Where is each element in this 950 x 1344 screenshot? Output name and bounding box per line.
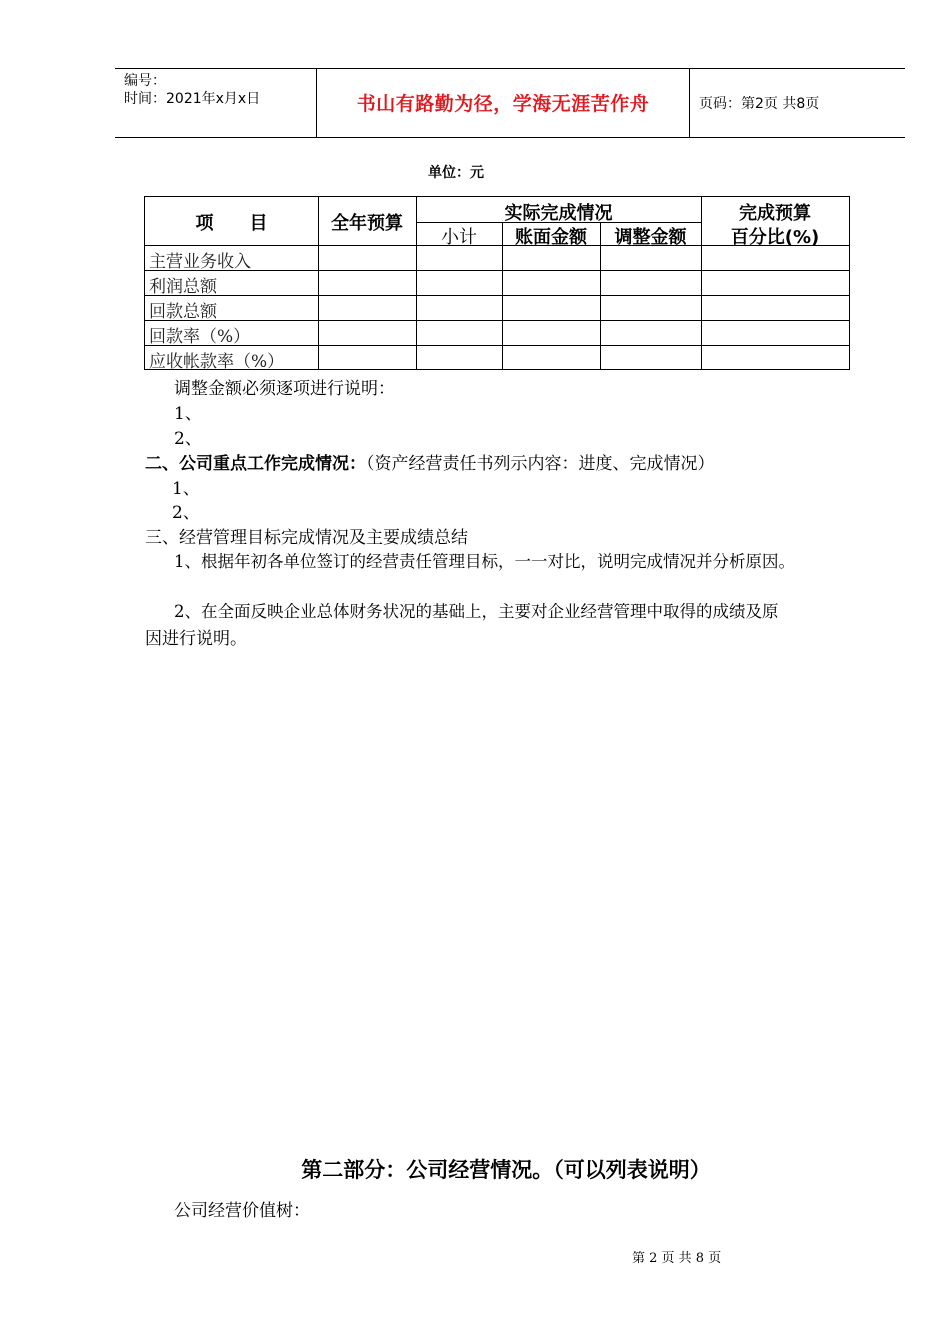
section2-heading-row — [145, 449, 715, 474]
value-tree-label: 公司经营价值树： — [174, 1201, 310, 1221]
col-header-adjust: 调整金额 — [614, 227, 687, 248]
section2-detail: （资产经营责任书列示内容：进度、完成情况） — [366, 454, 715, 474]
unit-label: 单位：元 — [428, 165, 484, 181]
col-header-item: 项 目 — [195, 213, 268, 234]
budget-table — [144, 196, 850, 370]
section2-heading: 二、公司重点工作完成情况： — [145, 454, 366, 474]
page-header — [115, 68, 905, 138]
row-label-collection-rate: 回款率（%） — [149, 327, 251, 347]
col-header-percent-line1: 完成预算 — [739, 203, 811, 224]
row-label-profit: 利润总额 — [149, 277, 217, 297]
note-item-2: 2、 — [174, 429, 202, 449]
section2-item-2: 2、 — [172, 503, 200, 523]
adjust-note: 调整金额必须逐项进行说明： — [174, 379, 395, 399]
section2-item-1: 1、 — [172, 479, 200, 499]
section3-para2-line2: 因进行说明。 — [145, 629, 247, 649]
row-line — [145, 320, 849, 321]
section3-heading: 三、经营管理目标完成情况及主要成绩总结 — [145, 528, 468, 548]
row-line — [145, 295, 849, 296]
time-label: 时间：2021年x月x日 — [124, 91, 261, 107]
row-label-revenue: 主营业务收入 — [149, 252, 251, 272]
header-divider — [689, 69, 690, 137]
section3-para1: 1、根据年初各单位签订的经营责任管理目标，一一对比，说明完成情况并分析原因。 — [174, 552, 795, 571]
part2-heading: 第二部分：公司经营情况。（可以列表说明） — [301, 1158, 711, 1182]
page-footer: 第 2 页 共 8 页 — [632, 1251, 722, 1266]
col-header-subtotal: 小计 — [441, 227, 477, 248]
note-item-1: 1、 — [174, 404, 202, 424]
row-label-receivable-rate: 应收帐款率（%） — [149, 352, 285, 372]
col-header-percent-line2: 百分比(%) — [730, 227, 820, 248]
number-label: 编号： — [124, 73, 166, 89]
row-label-collection: 回款总额 — [149, 302, 217, 322]
header-meta — [124, 72, 260, 108]
col-header-book: 账面金额 — [515, 227, 587, 248]
header-page-info: 页码：第2页 共8页 — [699, 96, 820, 112]
header-motto: 书山有路勤为径，学海无涯苦作舟 — [356, 93, 650, 115]
row-line — [145, 345, 849, 346]
col-header-actual: 实际完成情况 — [504, 203, 613, 224]
col-header-budget: 全年预算 — [331, 213, 403, 234]
section3-para2-line1: 2、在全面反映企业总体财务状况的基础上，主要对企业经营管理中取得的成绩及原 — [174, 602, 779, 621]
